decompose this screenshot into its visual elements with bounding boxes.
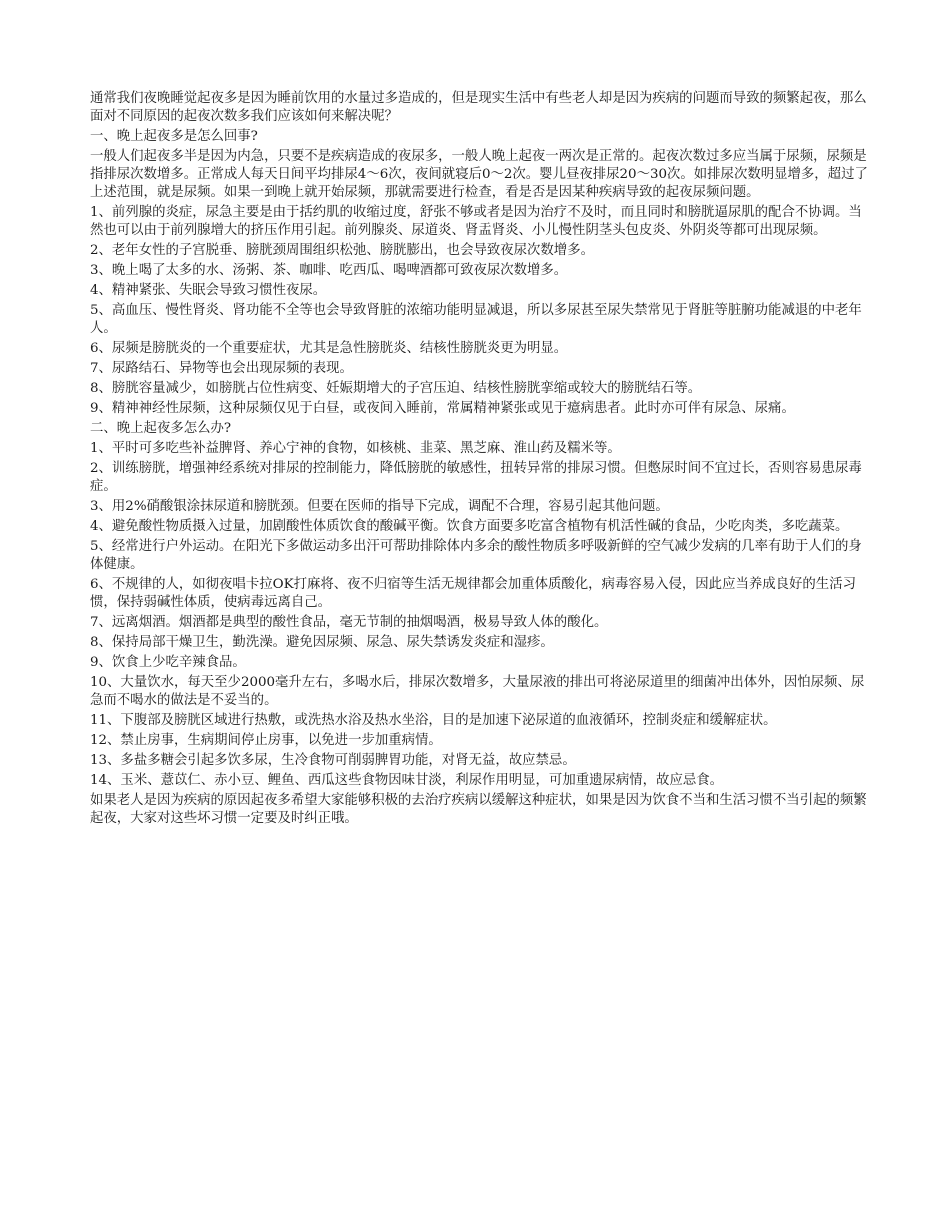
- list-item: 4、精神紧张、失眠会导致习惯性夜尿。: [90, 283, 327, 298]
- list-item: 1、前列腺的炎症，尿急主要是由于括约肌的收缩过度，舒张不够或者是因为治疗不及时，而且同时和膀胱逼尿肌的配合不协调。当然也可以由于前列腺增大的挤压作用引起。前列腺炎、尿道炎、肾盂肾炎、小儿慢性阴茎头包皮炎、外阴炎等都可出现尿频。: [90, 205, 862, 238]
- list-item: 4、避免酸性物质摄入过量，加剧酸性体质饮食的酸碱平衡。饮食方面要多吃富含植物有机活性碱的食品，少吃肉类，多吃蔬菜。: [90, 519, 849, 534]
- list-item: 3、用2%硝酸银涂抹尿道和膀胱颈。但要在医师的指导下完成，调配不合理，容易引起其他问题。: [90, 499, 669, 514]
- document-page: [90, 90, 870, 830]
- list-item: 2、老年女性的子宫脱垂、膀胱颈周围组织松弛、膀胱膨出，也会导致夜尿次数增多。: [90, 243, 594, 258]
- list-item: 7、尿路结石、异物等也会出现尿频的表现。: [90, 361, 353, 376]
- list-item: 12、禁止房事，生病期间停止房事，以免进一步加重病情。: [90, 733, 442, 748]
- list-item: 8、膀胱容量减少，如膀胱占位性病变、妊娠期增大的子宫压迫、结核性膀胱挛缩或较大的膀胱结石等。: [90, 381, 702, 396]
- intro-paragraph: 通常我们夜晚睡觉起夜多是因为睡前饮用的水量过多造成的，但是现实生活中有些老人却是因为疾病的问题而导致的频繁起夜，那么面对不同原因的起夜次数多我们应该如何来解决呢？: [90, 91, 867, 124]
- list-item: 2、训练膀胱，增强神经系统对排尿的控制能力，降低膀胱的敏感性，扭转异常的排尿习惯。但憋尿时间不宜过长，否则容易患尿毒症。: [90, 461, 862, 494]
- section-1-heading: 一、晚上起夜多是怎么回事?: [90, 129, 258, 144]
- conclusion-paragraph: 如果老人是因为疾病的原因起夜多希望大家能够积极的去治疗疾病以缓解这种症状，如果是因为饮食不当和生活习惯不当引起的频繁起夜，大家对这些坏习惯一定要及时纠正哦。: [90, 793, 867, 826]
- list-item: 9、饮食上少吃辛辣食品。: [90, 655, 246, 670]
- list-item: 3、晚上喝了太多的水、汤粥、茶、咖啡、吃西瓜、喝啤酒都可致夜尿次数增多。: [90, 263, 568, 278]
- list-item: 5、高血压、慢性肾炎、肾功能不全等也会导致肾脏的浓缩功能明显减退，所以多尿甚至尿失禁常见于肾脏等脏腑功能减退的中老年人。: [90, 303, 862, 336]
- section-1-list: [90, 204, 870, 418]
- list-item: 9、精神神经性尿频，这种尿频仅见于白昼，或夜间入睡前，常属精神紧张或见于癔病患者。此时亦可伴有尿急、尿痛。: [90, 401, 795, 416]
- section-1-intro: 一般人们起夜多半是因为内急，只要不是疾病造成的夜尿多，一般人晚上起夜一两次是正常的。起夜次数过多应当属于尿频，尿频是指排尿次数增多。正常成人每天日间平均排尿4～6次，夜间就寝后0～2次。婴儿昼夜排尿20～30次。如排尿次数明显增多，超过了上述范围，就是尿频。如果一到晚上就开始尿频，那就需要进行检查，看是否是因某种疾病导致的起夜尿频问题。: [90, 149, 868, 200]
- list-item: 7、远离烟酒。烟酒都是典型的酸性食品，毫无节制的抽烟喝酒，极易导致人体的酸化。: [90, 615, 608, 630]
- list-item: 5、经常进行户外运动。在阳光下多做运动多出汗可帮助排除体内多余的酸性物质多呼吸新鲜的空气减少发病的几率有助于人们的身体健康。: [90, 539, 862, 572]
- list-item: 6、尿频是膀胱炎的一个重要症状，尤其是急性膀胱炎、结核性膀胱炎更为明显。: [90, 341, 568, 356]
- list-item: 11、下腹部及膀胱区域进行热敷，或洗热水浴及热水坐浴，目的是加速下泌尿道的血液循环，控制炎症和缓解症状。: [90, 713, 777, 728]
- list-item: 10、大量饮水，每天至少2000毫升左右，多喝水后，排尿次数增多，大量尿液的排出可将泌尿道里的细菌冲出体外，因怕尿频、尿急而不喝水的做法是不妥当的。: [90, 675, 865, 708]
- section-2-heading: 二、晚上起夜多怎么办?: [90, 421, 232, 436]
- list-item: 8、保持局部干燥卫生，勤洗澡。避免因尿频、尿急、尿失禁诱发炎症和湿疹。: [90, 635, 554, 650]
- list-item: 13、多盐多糖会引起多饮多尿，生冷食物可削弱脾胃功能，对肾无益，故应禁忌。: [90, 753, 576, 768]
- list-item: 6、不规律的人，如彻夜唱卡拉OK打麻将、夜不归宿等生活无规律都会加重体质酸化，病毒容易入侵，因此应当养成良好的生活习惯，保持弱碱性体质，使病毒远离自己。: [90, 577, 856, 610]
- section-2-list: [90, 440, 870, 790]
- list-item: 1、平时可多吃些补益脾肾、养心宁神的食物，如核桃、韭菜、黑芝麻、淮山药及糯米等。: [90, 441, 621, 456]
- list-item: 14、玉米、薏苡仁、赤小豆、鲤鱼、西瓜这些食物因味甘淡，利尿作用明显，可加重遗尿病情，故应忌食。: [90, 773, 724, 788]
